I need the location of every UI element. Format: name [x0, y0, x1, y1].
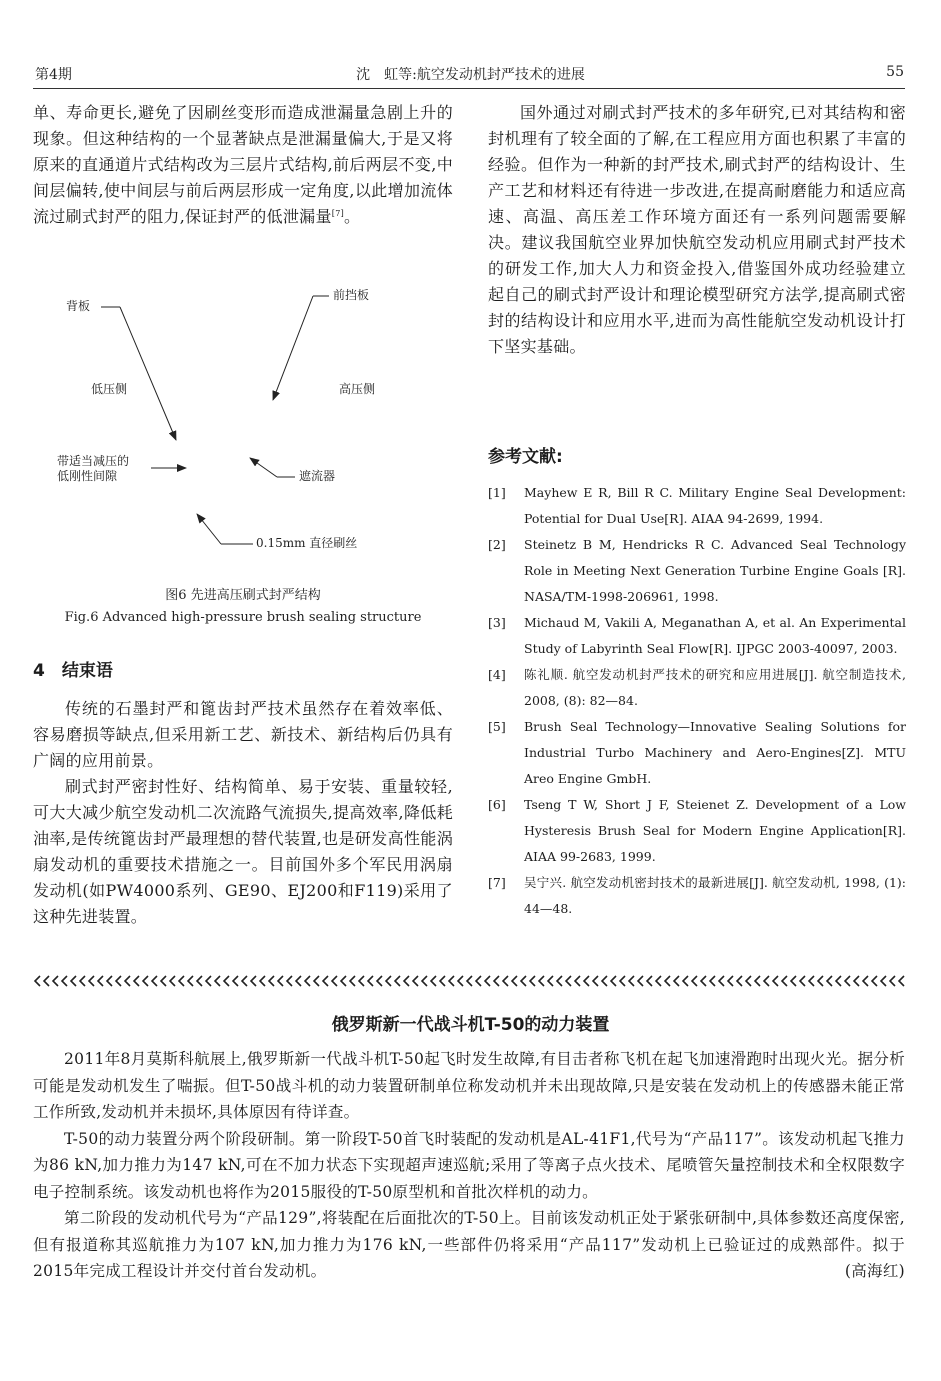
left-paragraph-1-text: 单、寿命更长,避免了因刷丝变形而造成泄漏量急剧上升的现象。但这种结构的一个显著缺点是泄漏量偏大,于是又将原来的直通道片式结构改为三层片式结构,前后两层不变,中间层偏转,使中间层与前后两层形成一定角度,以此增加流体流过刷式封严的阻力,保证封严的低泄漏量 [33, 103, 453, 226]
label-gap-line1: 带适当减压的 [57, 454, 130, 468]
arrow-bristle [197, 514, 221, 544]
reference-text: Mayhew E R, Bill R C. Military Engine Seal Development: Potential for Dual Use[R]. AIAA 94-2699, 1994. [524, 485, 906, 526]
figure-6 [33, 280, 453, 570]
news-paragraph-3 [33, 1205, 905, 1285]
header-rule [33, 88, 905, 89]
citation-7: [7] [331, 209, 345, 218]
reference-item [488, 792, 906, 870]
figure-6-caption-cn: 图6 先进高压刷式封严结构 [165, 588, 321, 603]
issue-number: 第4期 [35, 67, 72, 83]
reference-number: [6] [488, 797, 506, 812]
news-body [33, 1046, 905, 1285]
section-4-heading: 4 结束语 [33, 661, 113, 681]
reference-number: [3] [488, 615, 506, 630]
news-paragraph-1: 2011年8月莫斯科航展上,俄罗斯新一代战斗机T-50起飞时发生故障,有目击者称飞机在起飞加速滑跑时出现火光。据分析可能是发动机发生了喘振。但T-50战斗机的动力装置研制单位称发动机并未出现故障,只是安装在发动机上的传感器未能正常工作所致,发动机并未损坏,具体原因有待详查。 [33, 1050, 905, 1121]
label-high-pressure-side: 高压侧 [339, 382, 376, 396]
left-paragraph-1 [33, 100, 453, 230]
reference-item [488, 610, 906, 662]
left-paragraph-3: 刷式封严密封性好、结构简单、易于安装、重量较轻,可大大减少航空发动机二次流路气流损失,提高效率,降低耗油率,是传统篦齿封严最理想的替代装置,也是研发高性能涡扇发动机的重要技术措施之一。目前国外多个军民用涡扇发动机(如PW4000系列、GE90、EJ200和F119)采用了这种先进装置。 [33, 777, 453, 926]
news-author: (高海红) [844, 1262, 905, 1280]
reference-number: [4] [488, 667, 506, 682]
reference-text: Brush Seal Technology—Innovative Sealing Solutions for Industrial Turbo Machinery and Aero-Engines[Z]. MTU Areo Engine GmbH. [524, 719, 906, 786]
label-gap-line2: 低刚性间隙 [57, 469, 118, 483]
reference-text: Michaud M, Vakili A, Meganathan A, et al. An Experimental Study of Labyrinth Seal Flow[R]. IJPGC 2003-40097, 2003. [524, 615, 906, 656]
reference-item [488, 714, 906, 792]
left-column-top [33, 100, 453, 230]
news-paragraph-3-text: 第二阶段的发动机代号为“产品129”,将装配在后面批次的T-50上。目前该发动机正处于紧张研制中,具体参数还高度保密,但有报道称其巡航推力为107 kN,加力推力为176 kN,一些部件仍将采用“产品117”发动机上已验证过的成熟部件。拟于2015年完成工程设计并交付首台发动机。 [33, 1209, 905, 1280]
label-flow-deflector: 遮流器 [299, 469, 336, 483]
label-low-pressure-side: 低压侧 [91, 382, 128, 396]
reference-item [488, 662, 906, 714]
reference-number: [2] [488, 537, 506, 552]
left-column-bottom [33, 696, 453, 930]
label-backplate: 背板 [66, 299, 91, 313]
left-paragraph-2: 传统的石墨封严和篦齿封严技术虽然存在着效率低、容易磨损等缺点,但采用新工艺、新技术、新结构后仍具有广阔的应用前景。 [33, 699, 453, 770]
reference-text: Steinetz B M, Hendricks R C. Advanced Seal Technology Role in Meeting Next Generation Turbine Engine Goals [R]. NASA/TM-1998-206961, 1998. [524, 537, 906, 604]
reference-item [488, 480, 906, 532]
reference-number: [5] [488, 719, 506, 734]
reference-item [488, 870, 906, 922]
figure-6-caption-en: Fig.6 Advanced high-pressure brush sealing structure [64, 610, 422, 625]
references-list [488, 480, 906, 922]
page-number: 55 [886, 64, 904, 80]
arrow-backplate [120, 307, 176, 440]
right-column [488, 100, 906, 360]
news-paragraph-2: T-50的动力装置分两个阶段研制。第一阶段T-50首飞时装配的发动机是AL-41F1,代号为“产品117”。该发动机起飞推力为86 kN,加力推力为147 kN,可在不加力状态下实现超声速巡航;采用了等离子点火技术、尾喷管矢量控制技术和全权限数字电子控制系统。该发动机也将作为2015服役的T-50原型机和首批次样机的动力。 [33, 1129, 905, 1201]
news-title: 俄罗斯新一代战斗机T-50的动力装置 [331, 1015, 610, 1035]
running-title: 沈 虹等:航空发动机封严技术的进展 [356, 67, 585, 83]
label-front-baffle: 前挡板 [333, 288, 370, 302]
label-bristle: 0.15mm 直径刷丝 [256, 536, 358, 550]
arrow-front-baffle [273, 296, 313, 400]
decorative-divider [33, 975, 905, 987]
reference-number: [1] [488, 485, 506, 500]
figure-6-leaders [33, 280, 453, 570]
reference-text: 吴宁兴. 航空发动机密封技术的最新进展[J]. 航空发动机, 1998, (1): 44—48. [524, 875, 906, 916]
reference-text: 陈礼顺. 航空发动机封严技术的研究和应用进展[J]. 航空制造技术, 2008, (8): 82—84. [524, 667, 906, 708]
reference-number: [7] [488, 875, 506, 890]
reference-item [488, 532, 906, 610]
left-paragraph-1-end: 。 [344, 207, 361, 226]
right-paragraph-1: 国外通过对刷式封严技术的多年研究,已对其结构和密封机理有了较全面的了解,在工程应用方面也积累了丰富的经验。但作为一种新的封严技术,刷式封严的结构设计、生产工艺和材料还有待进一步改进,在提高耐磨能力和适应高速、高温、高压差工作环境方面还有一系列问题需要解决。建议我国航空业界加快航空发动机应用刷式封严技术的研发工作,加大人力和资金投入,借鉴国外成功经验建立起自己的刷式封严设计和理论模型研究方法学,提高刷式密封的结构设计和应用水平,进而为高性能航空发动机设计打下坚实基础。 [488, 103, 906, 356]
references-heading: 参考文献: [488, 447, 563, 467]
arrow-flow-deflector [250, 458, 277, 477]
reference-text: Tseng T W, Short J F, Steienet Z. Development of a Low Hysteresis Brush Seal for Modern Engine Application[R]. AIAA 99-2683, 1999. [524, 797, 906, 864]
